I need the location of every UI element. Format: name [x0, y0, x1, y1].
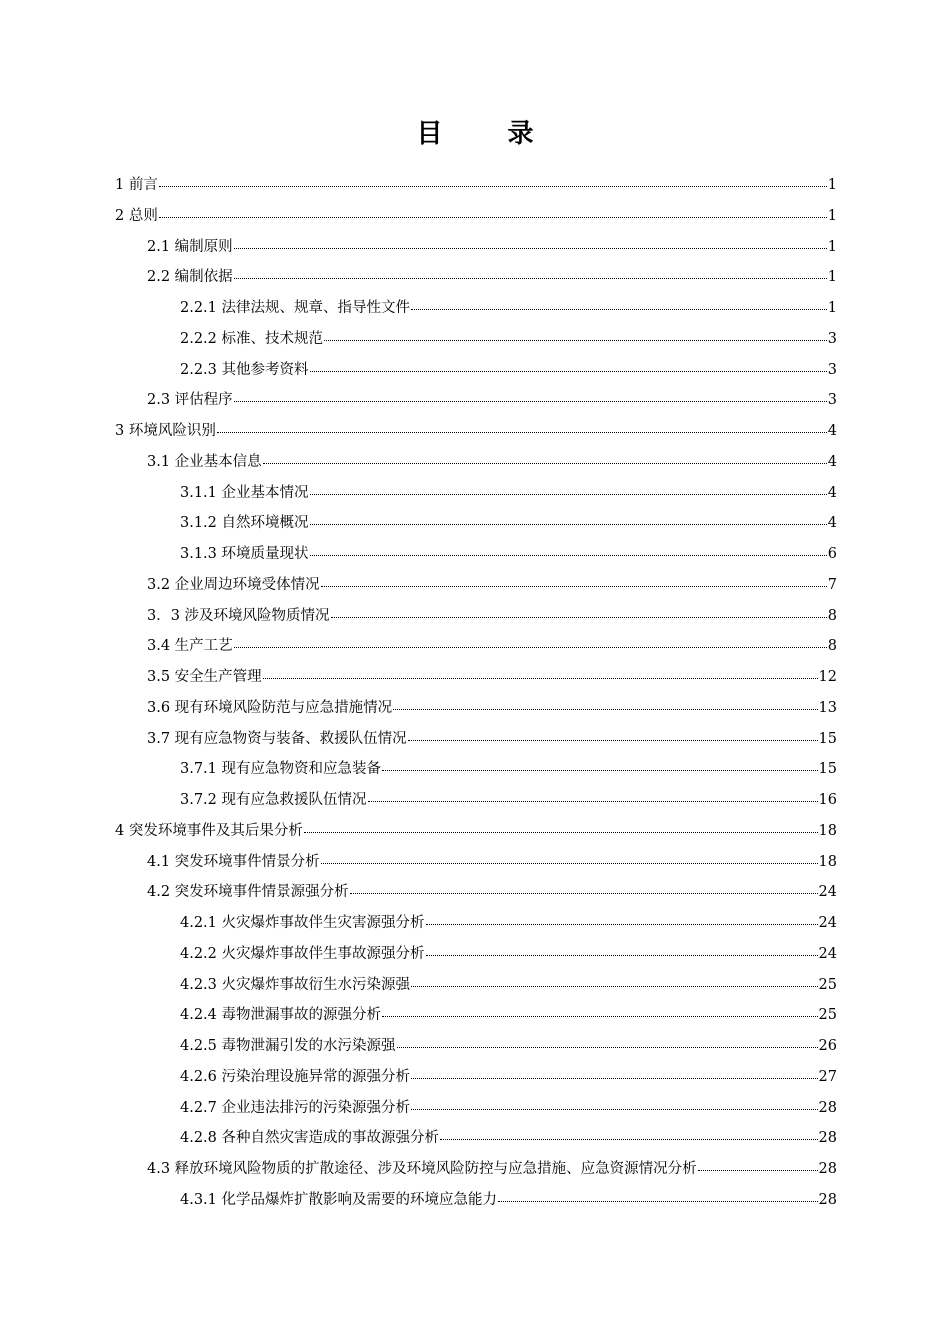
dot-leader — [304, 818, 818, 833]
toc-entry[interactable] — [0, 754, 950, 785]
toc-entry[interactable] — [0, 662, 950, 693]
toc-entry[interactable] — [0, 1154, 950, 1185]
toc-page-number: 18 — [818, 853, 837, 870]
toc-page-number: 8 — [827, 607, 837, 624]
toc-entry-text: 4.2.3 火灾爆炸事故衍生水污染源强 — [180, 976, 411, 993]
toc-entry-text: 2.2.3 其他参考资料 — [180, 361, 309, 378]
toc-entry-text: 4 突发环境事件及其后果分析 — [115, 822, 303, 839]
toc-entry-text: 3.2 企业周边环境受体情况 — [147, 576, 320, 593]
toc-entry[interactable] — [0, 324, 950, 355]
dot-leader — [310, 357, 827, 372]
toc-entry[interactable] — [0, 631, 950, 662]
toc-page-number: 28 — [818, 1130, 837, 1147]
toc-entry[interactable] — [0, 1093, 950, 1124]
dot-leader — [324, 326, 827, 341]
dot-leader — [331, 603, 827, 618]
toc-page-number: 15 — [818, 730, 837, 747]
toc-entry-text: 4.2 突发环境事件情景源强分析 — [147, 884, 349, 901]
toc-page-number: 27 — [818, 1068, 837, 1085]
dot-leader — [382, 1002, 818, 1017]
dot-leader — [498, 1187, 818, 1202]
toc-entry[interactable] — [0, 1123, 950, 1154]
dot-leader — [411, 972, 818, 987]
toc-page-number: 28 — [818, 1191, 837, 1208]
toc-entry-text: 4.2.1 火灾爆炸事故伴生灾害源强分析 — [180, 915, 425, 931]
toc-entry-text: 4.1 突发环境事件情景分析 — [147, 853, 320, 870]
dot-leader — [310, 480, 827, 495]
toc-list — [0, 170, 950, 1216]
toc-entry-text: 1 前言 — [115, 177, 158, 193]
toc-page-number: 3 — [827, 392, 837, 409]
toc-entry[interactable] — [0, 170, 950, 201]
toc-entry-text: 3.7.2 现有应急救援队伍情况 — [180, 792, 367, 808]
toc-page-number: 26 — [818, 1038, 837, 1054]
dot-leader — [234, 264, 827, 279]
toc-page-number: 13 — [818, 699, 837, 716]
dot-leader — [234, 387, 827, 402]
toc-entry[interactable] — [0, 847, 950, 878]
toc-page-number: 24 — [818, 884, 837, 901]
toc-entry[interactable] — [0, 908, 950, 939]
toc-page-number: 7 — [827, 576, 837, 593]
dot-leader — [408, 726, 818, 741]
toc-page-number: 24 — [818, 945, 837, 962]
toc-page-number: 25 — [818, 1007, 837, 1024]
toc-entry-text: 3．3 涉及环境风险物质情况 — [147, 607, 330, 624]
toc-entry[interactable] — [0, 1000, 950, 1031]
toc-entry-text: 3.7.1 现有应急物资和应急装备 — [180, 761, 382, 778]
toc-entry-text: 3.1 企业基本信息 — [147, 453, 262, 470]
toc-entry-text: 4.2.7 企业违法排污的污染源强分析 — [180, 1099, 411, 1116]
toc-entry[interactable] — [0, 293, 950, 324]
dot-leader — [368, 787, 818, 802]
toc-page-number: 1 — [827, 177, 837, 193]
dot-leader — [321, 849, 818, 864]
toc-page-number: 4 — [827, 515, 837, 532]
dot-leader — [426, 941, 818, 956]
toc-page-number: 6 — [827, 546, 837, 562]
dot-leader — [382, 756, 818, 771]
dot-leader — [350, 879, 818, 894]
toc-entry[interactable] — [0, 1185, 950, 1216]
toc-entry[interactable] — [0, 385, 950, 416]
dot-leader — [234, 633, 827, 648]
dot-leader — [310, 510, 827, 525]
toc-entry-text: 4.3 释放环境风险物质的扩散途径、涉及环境风险防控与应急措施、应急资源情况分析 — [147, 1161, 697, 1177]
toc-entry-text: 3.1.3 环境质量现状 — [180, 546, 309, 562]
toc-entry-text: 4.2.8 各种自然灾害造成的事故源强分析 — [180, 1130, 440, 1147]
toc-entry-text: 2.2 编制依据 — [147, 269, 233, 286]
toc-page-number: 3 — [827, 361, 837, 378]
toc-entry[interactable] — [0, 939, 950, 970]
toc-title: 目 录 — [416, 119, 562, 149]
toc-entry[interactable] — [0, 693, 950, 724]
toc-page-number: 4 — [827, 484, 837, 501]
toc-entry-text: 3.7 现有应急物资与装备、救援队伍情况 — [147, 730, 407, 747]
dot-leader — [440, 1125, 818, 1140]
dot-leader — [234, 234, 827, 249]
toc-page-number: 4 — [827, 423, 837, 439]
toc-entry[interactable] — [0, 416, 950, 447]
toc-page-number: 3 — [827, 330, 837, 347]
dot-leader — [397, 1033, 818, 1048]
dot-leader — [393, 695, 817, 710]
toc-page-number: 15 — [818, 761, 837, 778]
toc-entry[interactable] — [0, 508, 950, 539]
toc-entry-text: 4.2.4 毒物泄漏事故的源强分析 — [180, 1007, 382, 1024]
toc-entry[interactable] — [0, 785, 950, 816]
dot-leader — [411, 295, 827, 310]
toc-entry[interactable] — [0, 970, 950, 1001]
toc-entry-text: 4.2.5 毒物泄漏引发的水污染源强 — [180, 1038, 396, 1054]
toc-entry[interactable] — [0, 232, 950, 263]
toc-entry[interactable] — [0, 816, 950, 847]
toc-page-number: 8 — [827, 638, 837, 655]
dot-leader — [411, 1064, 818, 1079]
dot-leader — [217, 418, 827, 433]
toc-entry-text: 2.2.2 标准、技术规范 — [180, 330, 324, 347]
toc-entry[interactable] — [0, 724, 950, 755]
toc-page-number: 25 — [818, 976, 837, 993]
toc-entry[interactable] — [0, 355, 950, 386]
toc-page-number: 1 — [827, 238, 837, 255]
toc-page-number: 28 — [818, 1161, 837, 1177]
toc-page-number: 16 — [818, 792, 837, 808]
toc-page-number: 24 — [818, 915, 837, 931]
dot-leader — [426, 910, 818, 925]
toc-page-number: 12 — [818, 669, 837, 685]
toc-entry-text: 3.1.2 自然环境概况 — [180, 515, 309, 532]
dot-leader — [159, 203, 827, 218]
toc-entry[interactable] — [0, 570, 950, 601]
toc-entry[interactable] — [0, 601, 950, 632]
toc-entry-text: 2.1 编制原则 — [147, 238, 233, 255]
dot-leader — [263, 664, 818, 679]
toc-entry[interactable] — [0, 877, 950, 908]
toc-page-number: 1 — [827, 269, 837, 286]
dot-leader — [411, 1095, 818, 1110]
toc-page-number: 1 — [827, 300, 837, 316]
dot-leader — [321, 572, 827, 587]
toc-entry[interactable] — [0, 1031, 950, 1062]
toc-page-number: 4 — [827, 453, 837, 470]
toc-entry-text: 2.3 评估程序 — [147, 392, 233, 409]
toc-entry-text: 4.3.1 化学品爆炸扩散影响及需要的环境应急能力 — [180, 1191, 498, 1208]
toc-entry-text: 2.2.1 法律法规、规章、指导性文件 — [180, 300, 411, 316]
toc-entry[interactable] — [0, 539, 950, 570]
toc-entry-text: 3.6 现有环境风险防范与应急措施情况 — [147, 699, 393, 716]
toc-page-number: 1 — [827, 207, 837, 224]
dot-leader — [698, 1156, 818, 1171]
toc-entry-text: 4.2.2 火灾爆炸事故伴生事故源强分析 — [180, 945, 425, 962]
toc-entry-text: 3 环境风险识别 — [115, 423, 216, 439]
dot-leader — [159, 172, 827, 187]
toc-entry-text: 4.2.6 污染治理设施异常的源强分析 — [180, 1068, 411, 1085]
toc-page-number: 18 — [818, 822, 837, 839]
toc-entry-text: 3.1.1 企业基本情况 — [180, 484, 309, 501]
toc-entry[interactable] — [0, 1062, 950, 1093]
toc-entry[interactable] — [0, 478, 950, 509]
toc-entry[interactable] — [0, 262, 950, 293]
toc-entry-text: 3.4 生产工艺 — [147, 638, 233, 655]
toc-page-number: 28 — [818, 1099, 837, 1116]
dot-leader — [310, 541, 827, 556]
toc-entry-text: 2 总则 — [115, 207, 158, 224]
dot-leader — [263, 449, 827, 464]
toc-entry[interactable] — [0, 447, 950, 478]
toc-entry-text: 3.5 安全生产管理 — [147, 669, 262, 685]
toc-entry[interactable] — [0, 201, 950, 232]
